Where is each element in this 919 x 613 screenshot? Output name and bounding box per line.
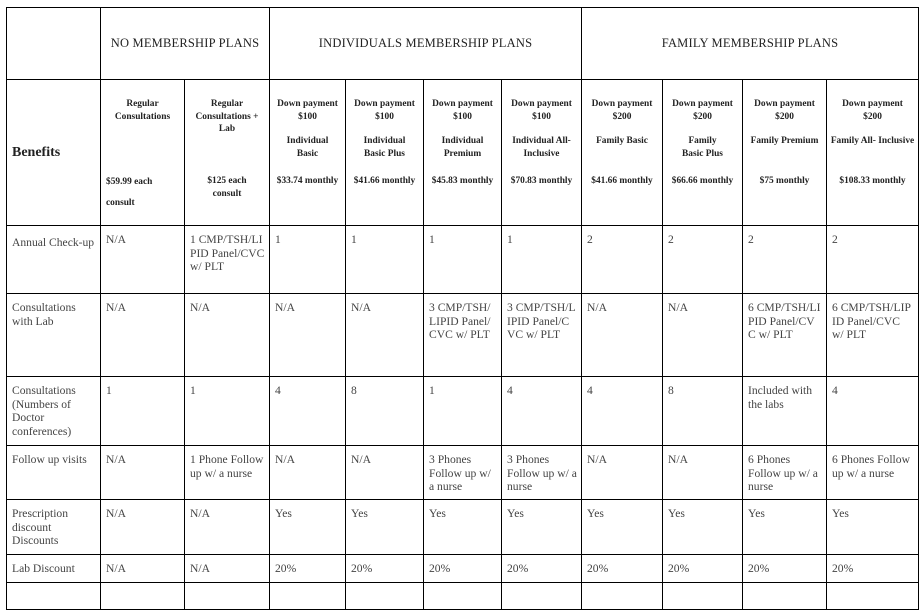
membership-plans-table — [6, 7, 919, 610]
plan-top: Regular Consultations — [114, 99, 171, 122]
benefit-value: 1 — [502, 226, 582, 294]
plan-top: Down payment $200 — [672, 99, 733, 122]
benefit-value: N/A — [663, 294, 743, 377]
plan-header — [424, 80, 502, 226]
benefit-value: 4 — [270, 377, 346, 446]
plan-price: $45.83 monthly — [431, 176, 494, 186]
benefit-value: N/A — [582, 294, 663, 377]
benefit-row-follow-up-visits — [7, 446, 919, 500]
plan-name: Individual Basic Plus — [363, 136, 406, 159]
benefit-value: Yes — [270, 500, 346, 555]
benefit-value: Yes — [743, 500, 827, 555]
benefit-value: N/A — [185, 294, 270, 377]
benefits-header: Benefits — [7, 80, 101, 226]
individuals-membership-header: INDIVIDUALS MEMBERSHIP PLANS — [270, 8, 582, 80]
benefit-label: Follow up visits — [7, 446, 101, 500]
plan-price: $41.66 monthly — [353, 176, 416, 186]
plan-name: Family Premium — [750, 136, 819, 146]
benefit-value: 3 CMP/TSH/LIPID Panel/CVC w/ PLT — [502, 294, 582, 377]
empty-cell — [502, 583, 582, 610]
benefit-value: N/A — [101, 446, 185, 500]
corner-cell — [7, 8, 101, 80]
benefit-value: 8 — [663, 377, 743, 446]
plan-header — [663, 80, 743, 226]
plan-name: Individual Basic — [286, 136, 329, 159]
plan-name: Family Basic Plus — [682, 136, 723, 159]
benefit-value: 2 — [743, 226, 827, 294]
plan-name: Family All- Inclusive — [830, 136, 915, 146]
benefit-value: N/A — [663, 446, 743, 500]
benefit-label: Annual Check-up — [7, 226, 101, 294]
benefit-value: N/A — [270, 294, 346, 377]
plan-header — [270, 80, 346, 226]
empty-cell — [185, 583, 270, 610]
benefit-value: 6 CMP/TSH/LIPID Panel/CVC w/ PLT — [827, 294, 919, 377]
empty-cell — [827, 583, 919, 610]
plan-top: Down payment $100 — [432, 99, 493, 122]
benefit-value: 6 Phones Follow up w/ a nurse — [743, 446, 827, 500]
empty-cell — [663, 583, 743, 610]
plan-header — [827, 80, 919, 226]
benefit-value: N/A — [582, 446, 663, 500]
membership-plans-page — [6, 7, 919, 610]
empty-cell — [424, 583, 502, 610]
benefit-value: 20% — [582, 555, 663, 583]
benefit-value: 20% — [270, 555, 346, 583]
benefit-value: 20% — [827, 555, 919, 583]
plan-price: $66.66 monthly — [671, 176, 734, 186]
plan-price: $33.74 monthly — [276, 176, 339, 186]
benefit-value: 1 — [424, 226, 502, 294]
benefit-value: 8 — [346, 377, 424, 446]
benefit-value: 2 — [663, 226, 743, 294]
benefit-value: 20% — [502, 555, 582, 583]
no-membership-header: NO MEMBERSHIP PLANS — [101, 8, 270, 80]
plan-price: $70.83 monthly — [510, 176, 573, 186]
benefit-value: Yes — [663, 500, 743, 555]
plan-name: Family Basic — [596, 136, 648, 146]
plan-name: Individual Premium — [441, 136, 484, 159]
benefit-row-consultations — [7, 377, 919, 446]
empty-cell — [743, 583, 827, 610]
plan-name: Individual All-Inclusive — [512, 136, 571, 159]
benefit-row-annual-checkup — [7, 226, 919, 294]
plan-price: $108.33 monthly — [839, 176, 906, 186]
benefit-value: Yes — [424, 500, 502, 555]
benefit-value: Yes — [346, 500, 424, 555]
benefit-value: 1 — [424, 377, 502, 446]
benefit-value: 4 — [582, 377, 663, 446]
benefit-value: 3 CMP/TSH/LIPID Panel/CVC w/ PLT — [424, 294, 502, 377]
benefit-value: 6 CMP/TSH/LIPID Panel/CVC w/ PLT — [743, 294, 827, 377]
benefit-row-consultations-with-lab — [7, 294, 919, 377]
benefit-value: N/A — [346, 446, 424, 500]
empty-cell — [346, 583, 424, 610]
benefit-value: 1 — [346, 226, 424, 294]
benefit-value: 4 — [827, 377, 919, 446]
benefit-value: Yes — [502, 500, 582, 555]
plan-top: Down payment $100 — [277, 99, 338, 122]
benefit-row-lab-discount — [7, 555, 919, 583]
plan-price: $75 monthly — [759, 176, 810, 186]
plan-header-row — [7, 80, 919, 226]
benefit-value: 20% — [743, 555, 827, 583]
plan-top: Regular Consultations + Lab — [195, 99, 259, 134]
benefit-label: Lab Discount — [7, 555, 101, 583]
benefit-value: N/A — [101, 555, 185, 583]
benefit-value: Yes — [582, 500, 663, 555]
plan-header — [743, 80, 827, 226]
benefit-value: 20% — [424, 555, 502, 583]
benefit-value: N/A — [346, 294, 424, 377]
benefit-value: N/A — [270, 446, 346, 500]
benefit-value: 6 Phones Follow up w/ a nurse — [827, 446, 919, 500]
benefit-label: Prescription discount Discounts — [7, 500, 101, 555]
plan-header — [582, 80, 663, 226]
empty-cell — [101, 583, 185, 610]
benefit-label: Consultations with Lab — [7, 294, 101, 377]
benefit-label: Consultations (Numbers of Doctor conferences) — [7, 377, 101, 446]
benefit-value: 4 — [502, 377, 582, 446]
plan-top: Down payment $100 — [354, 99, 415, 122]
benefit-value: N/A — [185, 500, 270, 555]
benefit-value: 1 CMP/TSH/LIPID Panel/CVC w/ PLT — [185, 226, 270, 294]
benefit-value: 1 — [270, 226, 346, 294]
benefit-value: 20% — [346, 555, 424, 583]
plan-price: $41.66 monthly — [591, 176, 653, 186]
plan-price: $59.99 each consult — [106, 177, 153, 208]
benefit-value: N/A — [101, 500, 185, 555]
benefit-value: Included with the labs — [743, 377, 827, 446]
plan-header — [346, 80, 424, 226]
family-membership-header: FAMILY MEMBERSHIP PLANS — [582, 8, 919, 80]
empty-cell — [270, 583, 346, 610]
benefit-value: Yes — [827, 500, 919, 555]
benefit-value: 3 Phones Follow up w/ a nurse — [502, 446, 582, 500]
benefit-value: 2 — [827, 226, 919, 294]
plan-top: Down payment $200 — [591, 99, 653, 122]
benefit-value: N/A — [101, 294, 185, 377]
benefit-value: 1 — [185, 377, 270, 446]
empty-cell — [7, 583, 101, 610]
plan-header — [185, 80, 270, 226]
group-header-row — [7, 8, 919, 80]
empty-row — [7, 583, 919, 610]
benefit-value: 1 Phone Follow up w/ a nurse — [185, 446, 270, 500]
plan-price: $125 each consult — [207, 176, 247, 199]
benefit-value: N/A — [185, 555, 270, 583]
benefit-value: 1 — [101, 377, 185, 446]
plan-header — [101, 80, 185, 226]
plan-top: Down payment $200 — [842, 99, 903, 122]
plan-header — [502, 80, 582, 226]
plan-top: Down payment $100 — [511, 99, 572, 122]
benefit-value: 20% — [663, 555, 743, 583]
benefit-row-prescription-discount — [7, 500, 919, 555]
empty-cell — [582, 583, 663, 610]
plan-top: Down payment $200 — [754, 99, 815, 122]
benefit-value: N/A — [101, 226, 185, 294]
benefit-value: 3 Phones Follow up w/ a nurse — [424, 446, 502, 500]
benefit-value: 2 — [582, 226, 663, 294]
